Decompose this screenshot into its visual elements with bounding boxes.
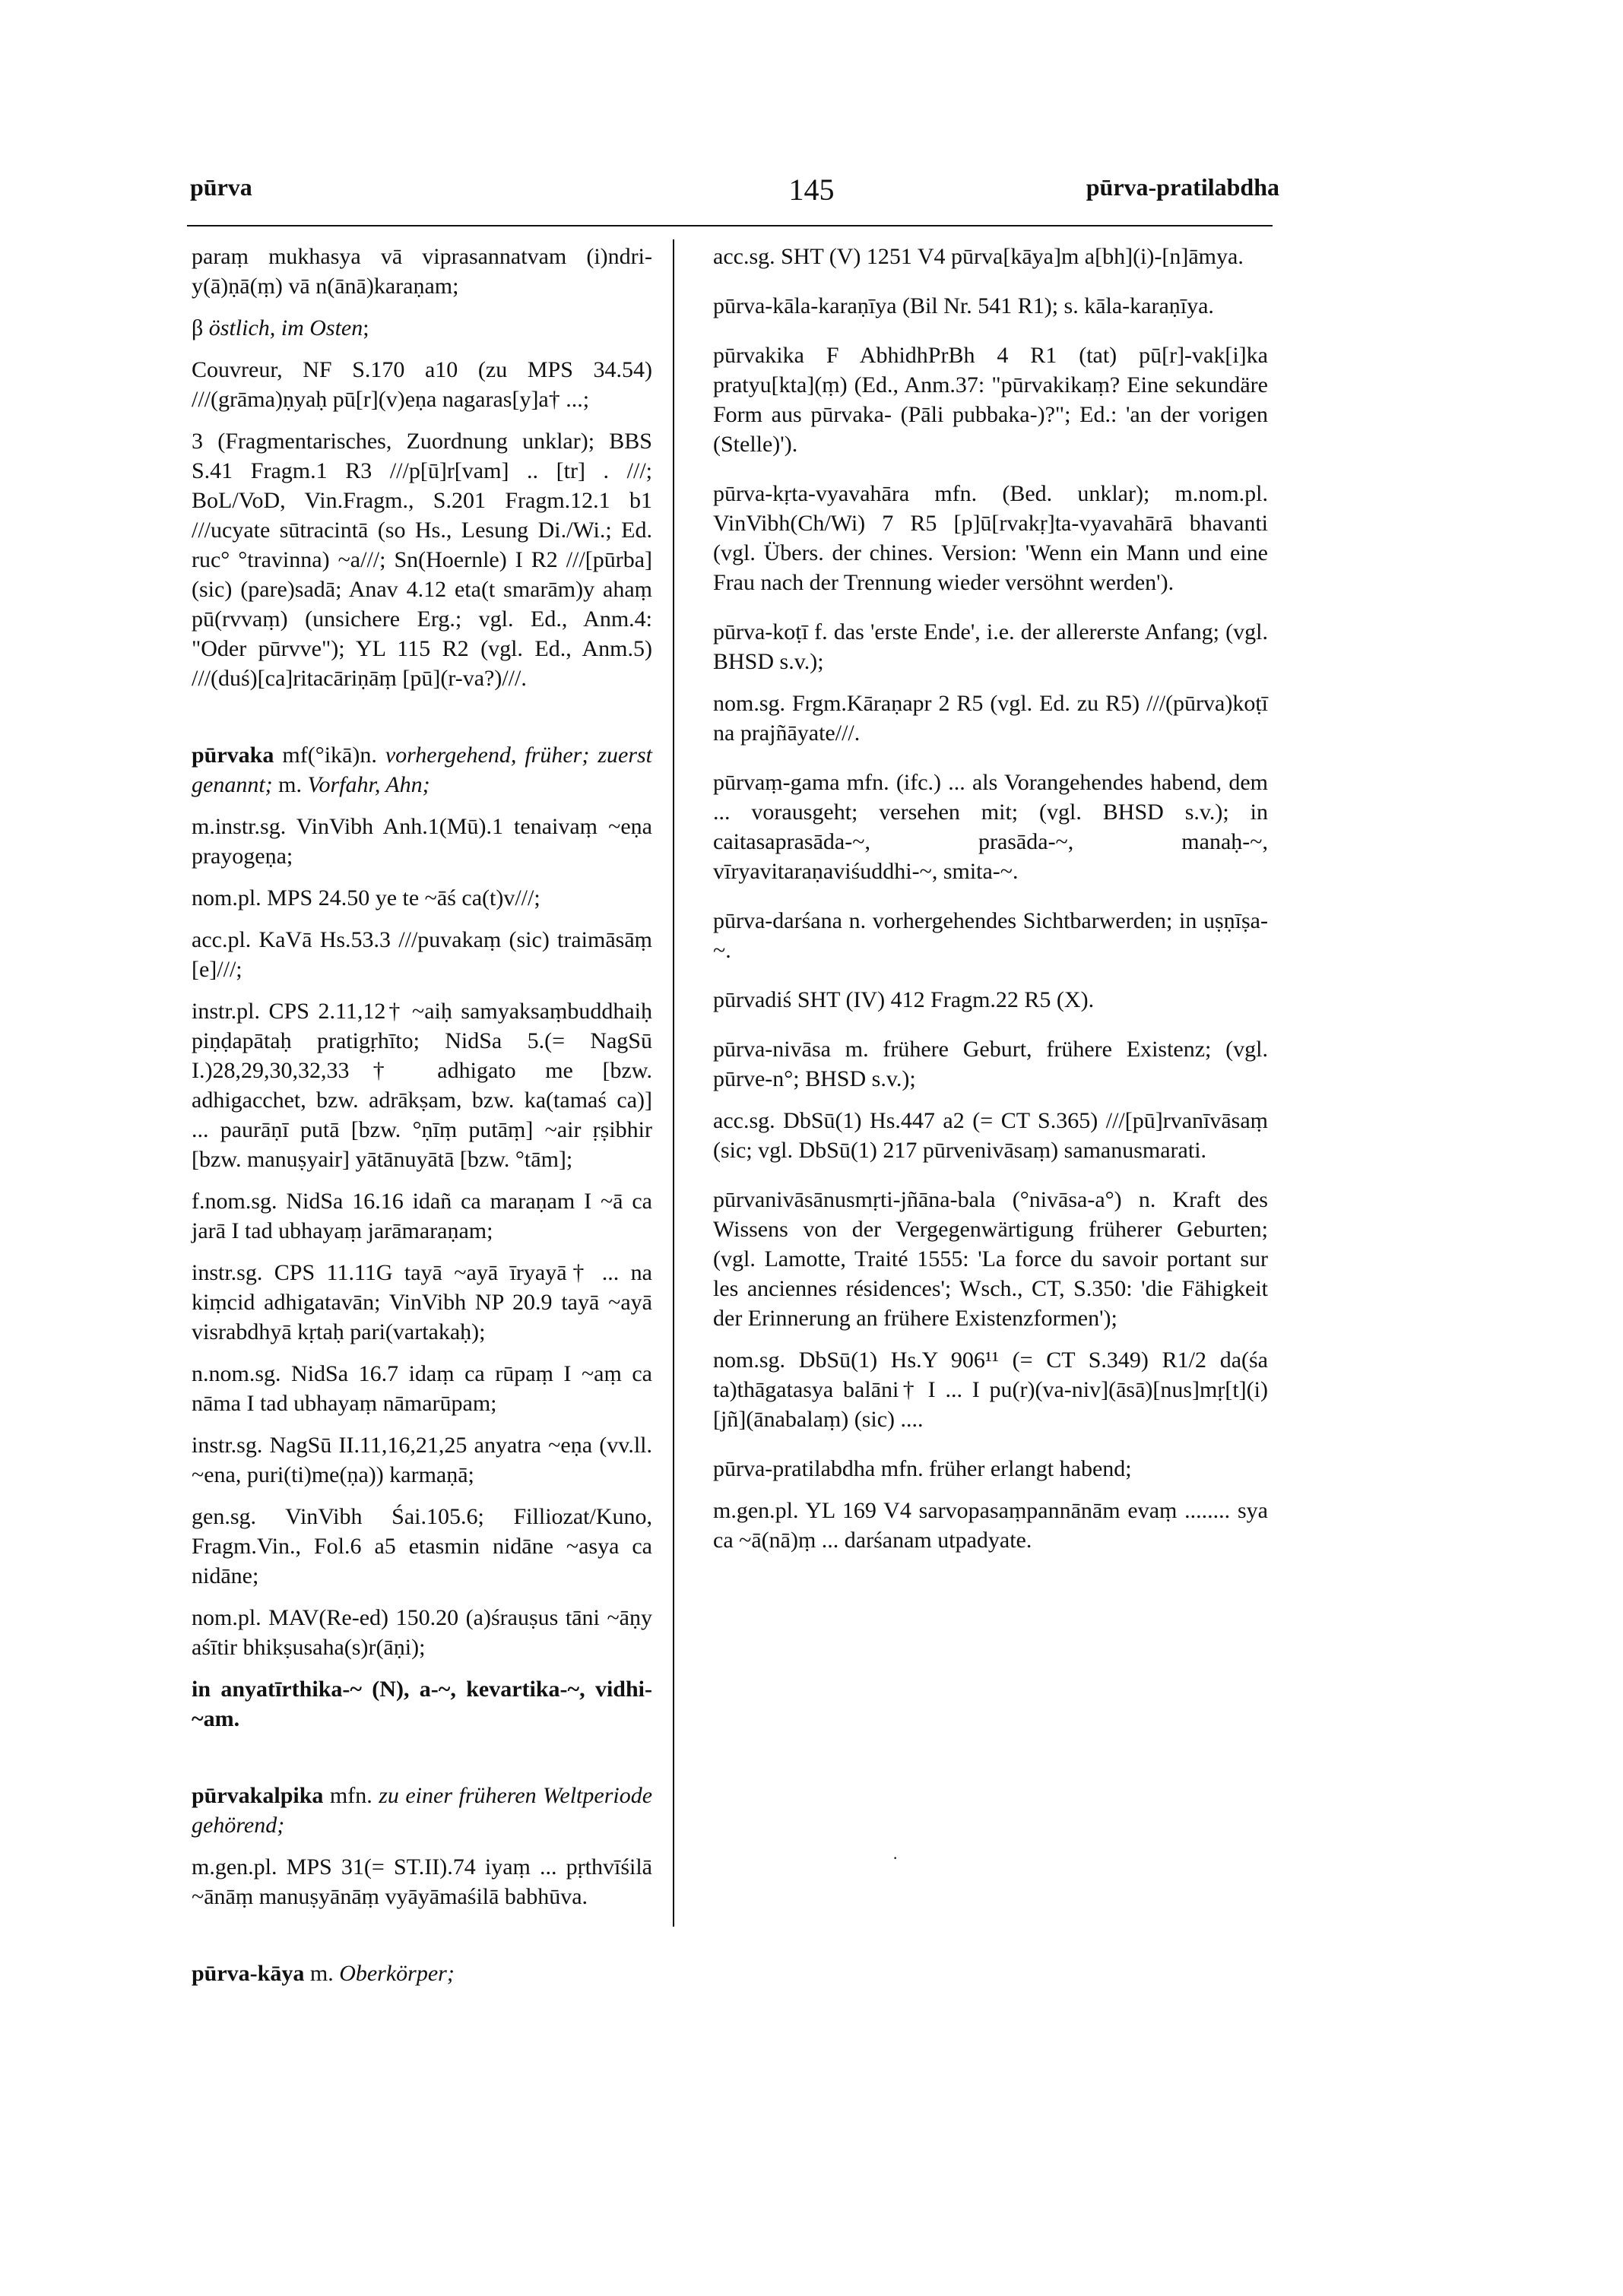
headword: pūrva-kāya: [192, 1961, 305, 1986]
header-rule: [187, 225, 1273, 226]
grammar: m.: [278, 772, 302, 797]
citation: acc.pl. KaVā Hs.53.3 ///puvakaṃ (sic) traimāsāṃ [e]///;: [192, 927, 652, 982]
compounds: in anyatīrthika-~ (N), a-~, kevartika-~, vidhi-~am.: [192, 1677, 652, 1731]
entry-purvaka: [192, 740, 652, 800]
paragraph: [192, 313, 652, 343]
citation: acc.sg. SHT (V) 1251 V4 pūrva[kāya]m a[bh](i)-[n]āmya.: [713, 244, 1244, 269]
grammar: mfn.: [329, 1783, 372, 1808]
entry: pūrva-darśana n. vorhergehendes Sichtbarwerden; in uṣṇīṣa-~.: [713, 908, 1268, 963]
headword: pūrvakalpika: [192, 1783, 324, 1808]
grammar: mf(°ikā)n.: [282, 743, 377, 768]
entry: pūrva-nivāsa m. frühere Geburt, frühere Existenz; (vgl. pūrve-n°; BHSD s.v.);: [713, 1037, 1268, 1091]
citation: nom.pl. MPS 24.50 ye te ~āś ca(t)v///;: [192, 885, 540, 910]
citation: m.gen.pl. YL 169 V4 sarvopasaṃpannānām evaṃ ........ sya ca ~ā(nā)ṃ ... darśanam utpadyate.: [713, 1498, 1268, 1553]
meaning: vorhergehend, früher; zuerst genannt;: [192, 743, 653, 797]
meaning: Vorfahr, Ahn;: [307, 772, 430, 797]
entry: pūrva-kāla-karaṇīya (Bil Nr. 541 R1); s. kāla-karaṇīya.: [713, 293, 1214, 318]
paragraph: 3 (Fragmentarisches, Zuordnung unklar); BBS S.41 Fragm.1 R3 ///p[ū]r[vam] .. [tr] . ///; BoL/VoD, Vin.Fragm., S.201 Fragm.12.1 b1 ///ucyate sūtracintā (so Hs., Lesung Di./Wi.; Ed. ruc° °travinna) ~a///; Sn(Hoernle) I R2 ///[pūrba] (sic) (pare)sadā; Anav 4.12 eta(t smarām)y ahaṃ pū(rvvaṃ) (unsichere Erg.; vgl. Ed., Anm.4: "Oder pūrvve"); YL 115 R2 (vgl. Ed., Anm.5) ///(duś)[ca]ritacāriṇāṃ [pū](r-va?)///.: [192, 429, 652, 691]
entry-purvakalpika: [192, 1781, 652, 1840]
separator-dot: ·: [892, 1848, 899, 1867]
header-left-keyword: pūrva: [190, 173, 252, 201]
citation: instr.pl. CPS 2.11,12† ~aiḥ samyaksaṃbuddhaiḥ piṇḍapātaḥ pratigṛhīto; NidSa 5.(= NagSū I.)28,29,30,32,33† adhigato me [bzw. adhigacchet, bzw. adrākṣam, bzw. ka(tamaś ca)] ... paurāṇī putā [bzw. °ṇīṃ putāṃ] ~air ṛṣibhir [bzw. manuṣyair] yātānuyātā [bzw. °tām];: [192, 999, 652, 1172]
header-right-keyword: pūrva-pratilabdha: [1086, 173, 1279, 201]
citation: m.gen.pl. MPS 31(= ST.II).74 iyaṃ ... pṛthvīśilā ~ānāṃ manuṣyānāṃ vyāyāmaśilā babhūva.: [192, 1854, 652, 1909]
entry-purva-kaya: [192, 1959, 652, 1988]
punct: ;: [363, 315, 369, 340]
citation: n.nom.sg. NidSa 16.7 idaṃ ca rūpaṃ I ~aṃ ca nāma I tad ubhayaṃ nāmarūpam;: [192, 1361, 652, 1416]
entry: pūrva-pratilabdha mfn. früher erlangt habend;: [713, 1456, 1132, 1481]
entry: pūrvadiś SHT (IV) 412 Fragm.22 R5 (X).: [713, 987, 1095, 1012]
entry: pūrva-koṭī f. das 'erste Ende', i.e. der allererste Anfang; (vgl. BHSD s.v.);: [713, 619, 1268, 674]
citation: gen.sg. VinVibh Śai.105.6; Filliozat/Kuno, Fragm.Vin., Fol.6 a5 etasmin nidāne ~asya ca nidāne;: [192, 1504, 652, 1588]
paragraph: paraṃ mukhasya vā viprasannatvam (i)ndri-y(ā)ṇā(ṃ) vā n(ānā)karaṇam;: [192, 244, 652, 299]
citation: nom.pl. MAV(Re-ed) 150.20 (a)śrauṣus tāni ~āṇy aśītir bhikṣusaha(s)r(āṇi);: [192, 1605, 652, 1660]
paragraph: Couvreur, NF S.170 a10 (zu MPS 34.54) ///(grāma)ṇyaḥ pū[r](v)eṇa nagaras[y]a† ...;: [192, 357, 652, 412]
entry: pūrvakika F AbhidhPrBh 4 R1 (tat) pū[r]-vak[i]ka pratyu[kta](ṃ) (Ed., Anm.37: "pūrvakikaṃ? Eine sekundäre Form aus pūrvaka- (Pāli pubbaka-)?"; Ed.: 'an der vorigen (Stelle)').: [713, 343, 1268, 457]
column-divider: [673, 239, 674, 1927]
page-header: [0, 173, 1623, 219]
entry: pūrvanivāsānusmṛti-jñāna-bala (°nivāsa-a°) n. Kraft des Wissens von der Vergegenwärtigung früherer Geburten; (vgl. Lamotte, Traité 1555: 'La force du savoir portant sur les anciennes résidences'; Wsch., CT, S.350: 'die Fähigkeit der Erinnerung an frühere Existenzformen');: [713, 1187, 1268, 1331]
meaning: Oberkörper;: [339, 1961, 455, 1986]
page-number: 145: [788, 173, 835, 207]
meaning: östlich, im Osten: [208, 315, 363, 340]
citation: nom.sg. Frgm.Kāraṇapr 2 R5 (vgl. Ed. zu R5) ///(pūrva)koṭī na prajñāyate///.: [713, 691, 1268, 746]
citation: m.instr.sg. VinVibh Anh.1(Mū).1 tenaivaṃ ~eṇa prayogeṇa;: [192, 814, 652, 869]
entry: pūrvaṃ-gama mfn. (ifc.) ... als Vorangehendes habend, dem ... vorausgeht; versehen mit; (vgl. BHSD s.v.); in caitasaprasāda-~, prasāda-~, manaḥ-~, vīryavitaraṇaviśuddhi-~, smita-~.: [713, 770, 1268, 884]
headword: pūrvaka: [192, 743, 274, 768]
citation: nom.sg. DbSū(1) Hs.Y 906¹¹ (= CT S.349) R1/2 da(śa ta)thāgatasya balāni† I ... I pu(r)(va-niv](āsā)[nus]mṛ[t](i)[jñ](ānabalaṃ) (sic) ....: [713, 1348, 1268, 1432]
citation: instr.sg. CPS 11.11G tayā ~ayā īryayā† ... na kiṃcid adhigatavān; VinVibh NP 20.9 tayā ~ayā visrabdhyā kṛtaḥ pari(vartakaḥ);: [192, 1260, 652, 1344]
left-column: [192, 242, 652, 2000]
citation: acc.sg. DbSū(1) Hs.447 a2 (= CT S.365) ///[pū]rvanīvāsaṃ (sic; vgl. DbSū(1) 217 pūrvenivāsaṃ) samanusmarati.: [713, 1108, 1268, 1163]
entry: pūrva-kṛta-vyavahāra mfn. (Bed. unklar); m.nom.pl. VinVibh(Ch/Wi) 7 R5 [p]ū[rvakṛ]ta-vyavahārā bhavanti (vgl. Übers. der chines. Version: 'Wenn ein Mann und eine Frau nach der Trennung wieder versöhnt werden').: [713, 481, 1268, 595]
citation: f.nom.sg. NidSa 16.16 idañ ca maraṇam I ~ā ca jarā I tad ubhayaṃ jarāmaraṇam;: [192, 1189, 652, 1243]
right-column: [713, 242, 1268, 1567]
citation: instr.sg. NagSū II.11,16,21,25 anyatra ~eṇa (vv.ll. ~ena, puri(ti)me(ṇa)) karmaṇā;: [192, 1433, 652, 1487]
meaning: zu einer früheren Weltperiode gehörend;: [192, 1783, 653, 1838]
grammar: m.: [309, 1961, 334, 1986]
beta-marker: β: [192, 315, 204, 340]
